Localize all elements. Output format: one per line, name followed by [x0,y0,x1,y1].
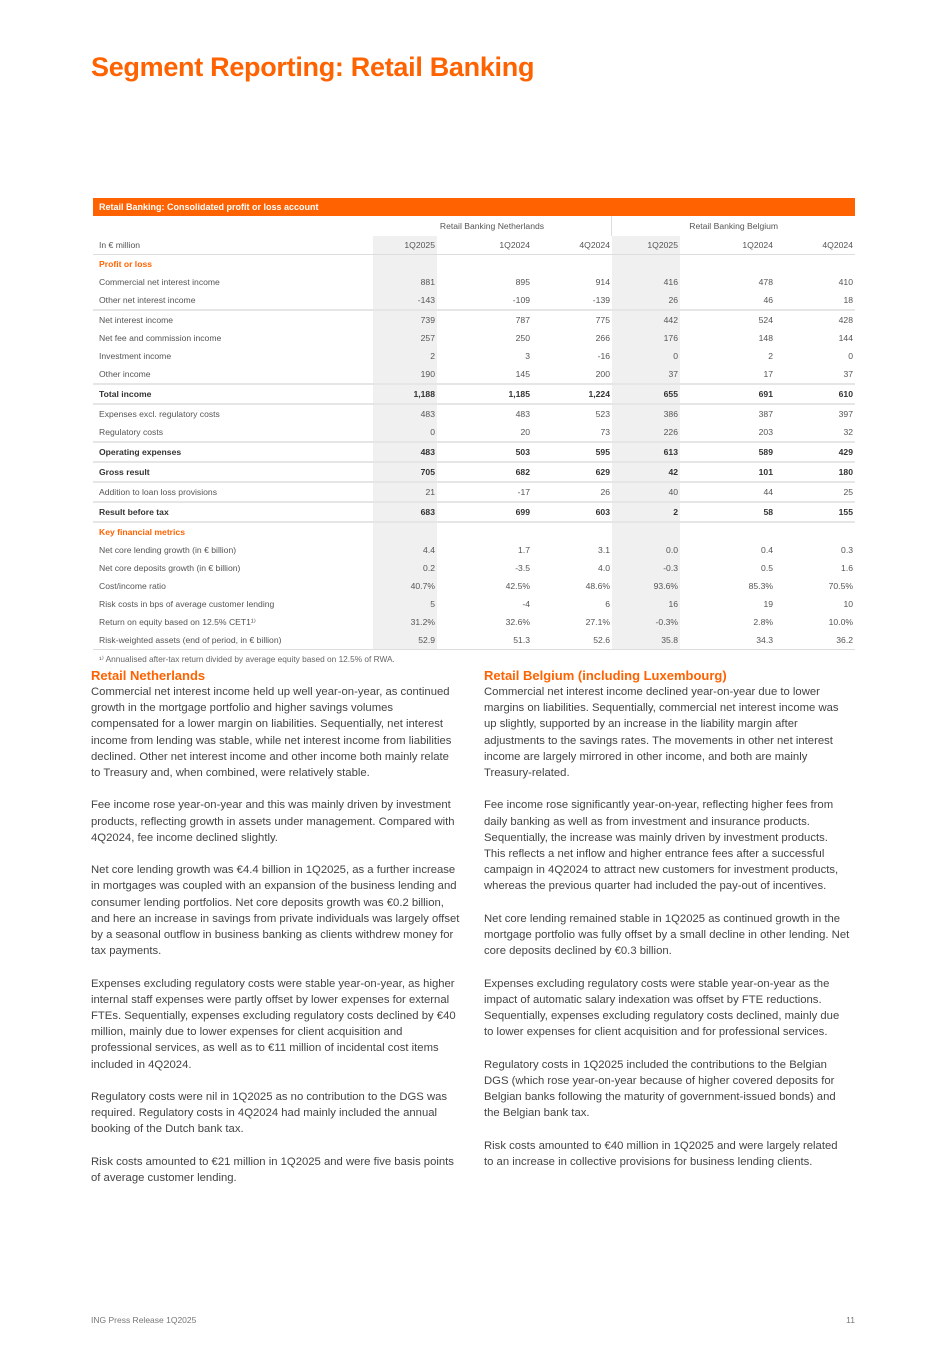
cell-value: 914 [595,277,610,287]
table-row [93,403,855,423]
column-header-row [93,236,855,255]
cell-value: 46 [763,295,773,305]
cell-value: 1,188 [373,385,437,403]
section-row [93,255,855,273]
cell-value: -109 [512,295,530,305]
table-row [93,481,855,501]
row-label: Cost/income ratio [99,581,166,591]
table-row [93,423,855,441]
paragraph: Risk costs amounted to €40 million in 1Q2025 and were largely related to an increase in collective provisions for business lending clients. [484,1139,838,1168]
row-label: Regulatory costs [99,427,164,437]
paragraph: Commercial net interest income declined year-on-year due to lower margins on liabilities. Sequentially, commercial net interest income was up slightly, supported by an increase in the liability margin after adjustments to the savings rates. The movements in other net interest income are largely mirrored in other income, and both are mainly Treasury-related. [484,686,839,780]
cell-value: 203 [758,427,773,437]
paragraph: Expenses excluding regulatory costs were stable year-on-year, as higher internal staff expenses were partly offset by lower expenses for external FTEs. Sequentially, expenses excluding regulatory costs declined by €40 million, mainly due to lower expenses for client acquisition and professional services, as well as to €11 million of incidental cost items included in 4Q2024. [91,977,456,1071]
cell-value: 442 [612,311,680,329]
cell-value: 739 [373,311,437,329]
cell-value: 70.5% [828,581,853,591]
paragraph: Regulatory costs in 1Q2025 included the contributions to the Belgian DGS (which rose year-on-year because of higher covered deposits for Belgian banks following the maturity of government-issued bonds) and the Belgian bank tax. [484,1058,836,1120]
cell-value: 655 [612,385,680,403]
cell-value: 524 [758,315,773,325]
cell-value: 42.5% [505,581,530,591]
cell-value: 6 [605,599,610,609]
table-footnote: ¹⁾ Annualised after-tax return divided by average equity based on 12.5% of RWA. [99,654,395,664]
cell-value: -0.3 [612,559,680,577]
cell-value: 0.5 [761,563,773,573]
cell-value: 34.3 [756,635,773,645]
cell-value: 58 [763,507,773,517]
cell-value: 26 [600,487,610,497]
paragraph: Net core lending remained stable in 1Q2025 as continued growth in the mortgage portfolio was fully offset by a small decline in other lending. Net core deposits declined by €0.3 billion. [484,912,850,958]
cell-value: 0.0 [612,541,680,559]
cell-value: 26 [612,291,680,309]
cell-value: 682 [515,467,530,477]
cell-value: 27.1% [585,617,610,627]
cell-value: 5 [373,595,437,613]
table-row [93,383,855,403]
cell-value: 35.8 [612,631,680,649]
section-heading: Retail Netherlands [91,668,206,683]
cell-value: 25 [843,487,853,497]
cell-value: 523 [595,409,610,419]
empty-cell [532,255,612,273]
cell-value: 613 [612,443,680,461]
cell-value: 85.3% [748,581,773,591]
cell-value: 0 [848,351,853,361]
page-number: 11 [846,1315,855,1325]
row-label: Risk costs in bps of average customer lending [99,599,275,609]
cell-value: -139 [592,295,610,305]
cell-value: -143 [373,291,437,309]
cell-value: 10.0% [828,617,853,627]
group-header-row [93,216,855,236]
cell-value: 148 [758,333,773,343]
cell-value: 3.1 [598,545,610,555]
column-header: 1Q2025 [373,236,437,254]
table-row [93,631,855,650]
cell-value: -17 [517,487,530,497]
row-label: Risk-weighted assets (end of period, in € billion) [99,635,282,645]
empty-cell [532,523,612,541]
cell-value: 483 [515,409,530,419]
cell-value: 226 [612,423,680,441]
table-row [93,541,855,559]
cell-value: 478 [758,277,773,287]
empty-cell [437,523,532,541]
cell-value: 250 [515,333,530,343]
cell-value: 155 [838,507,853,517]
table-row [93,501,855,521]
cell-value: 2.8% [753,617,773,627]
row-label: Gross result [99,467,150,477]
cell-value: 20 [520,427,530,437]
row-label: Profit or loss [99,259,153,269]
cell-value: 32.6% [505,617,530,627]
cell-value: 257 [373,329,437,347]
cell-value: 17 [763,369,773,379]
table-row [93,461,855,481]
paragraph: Commercial net interest income held up well year-on-year, as continued growth in the mortgage portfolio and higher savings volumes compensated for a lower margin on liabilities. Sequentially, net interest income from lending was stable, while net interest income from liabilities declined. Other net interest income and other income both mainly relate to Treasury and, when combined, were relatively stable. [91,686,452,780]
table-row [93,559,855,577]
cell-value: -4 [522,599,530,609]
retail-belgium-section [484,668,850,1186]
table-row [93,291,855,309]
row-label: Result before tax [99,507,169,517]
row-label: Return on equity based on 12.5% CET1¹⁾ [99,617,256,627]
cell-value: 101 [758,467,773,477]
cell-value: 73 [600,427,610,437]
row-label: Net fee and commission income [99,333,222,343]
cell-value: 787 [515,315,530,325]
row-label: Other income [99,369,151,379]
cell-value: 37 [612,365,680,383]
table-row [93,329,855,347]
cell-value: 18 [843,295,853,305]
cell-value: 895 [515,277,530,287]
row-label: Net core lending growth (in € billion) [99,545,237,555]
cell-value: 1.7 [518,545,530,555]
row-label: Net core deposits growth (in € billion) [99,563,241,573]
cell-value: 503 [515,447,530,457]
cell-value: 603 [595,507,610,517]
table-row [93,309,855,329]
cell-value: 705 [373,463,437,481]
cell-value: 428 [838,315,853,325]
cell-value: 19 [763,599,773,609]
column-header: 1Q2025 [612,236,680,254]
column-header: 4Q2024 [579,240,610,250]
empty-cell [775,255,855,273]
cell-value: 52.9 [373,631,437,649]
section-row [93,521,855,541]
row-label: Key financial metrics [99,527,185,537]
empty-cell [775,523,855,541]
footer-doc-title: ING Press Release 1Q2025 [91,1315,197,1325]
cell-value: 37 [843,369,853,379]
cell-value: 176 [612,329,680,347]
cell-value: 44 [763,487,773,497]
table-row [93,613,855,631]
empty-cell [437,255,532,273]
cell-value: 48.6% [585,581,610,591]
row-label: Addition to loan loss provisions [99,487,217,497]
cell-value: 40 [612,483,680,501]
page-title: Segment Reporting: Retail Banking [91,52,535,82]
paragraph: Expenses excluding regulatory costs were stable year-on-year as the impact of automatic salary indexation was offset by FTE reductions. Sequentially, expenses excluding regulatory costs declined, mainly due to lower expenses for client acquisition and for professional services. [484,977,840,1039]
section-heading: Retail Belgium (including Luxembourg) [484,668,727,683]
table-row [93,365,855,383]
cell-value: 429 [838,447,853,457]
row-label: Total income [99,389,152,399]
cell-value: 775 [595,315,610,325]
unit-label: In € million [99,240,141,250]
cell-value: 190 [373,365,437,383]
cell-value: -0.3% [612,613,680,631]
cell-value: 52.6 [593,635,610,645]
table-row [93,273,855,291]
row-label: Expenses excl. regulatory costs [99,409,220,419]
table-caption: Retail Banking: Consolidated profit or loss account [93,198,855,216]
paragraph: Fee income rose year-on-year and this was mainly driven by investment products, reflecting growth in assets under management. Compared with 4Q2024, fee income declined slightly. [91,799,455,844]
cell-value: 386 [612,405,680,423]
cell-value: 145 [515,369,530,379]
column-header: 4Q2024 [822,240,853,250]
cell-value: 2 [612,503,680,521]
cell-value: 42 [612,463,680,481]
paragraph: Fee income rose significantly year-on-year, reflecting higher fees from daily banking as well as from investment and insurance products. Sequentially, the increase was mainly driven by investment products. This reflects a net inflow and higher entrance fees after a successful campaign in 4Q2024 to attract new customers for investment products, whereas the previous quarter had included the pay-out of incentives. [484,799,839,893]
cell-value: 36.2 [836,635,853,645]
row-label: Investment income [99,351,172,361]
column-header: 1Q2024 [742,240,773,250]
cell-value: 397 [838,409,853,419]
row-label: Other net interest income [99,295,196,305]
table-row [93,347,855,365]
retail-netherlands-section [91,668,461,1202]
cell-value: -3.5 [515,563,530,573]
cell-value: 699 [515,507,530,517]
cell-value: 410 [838,277,853,287]
empty-cell [612,523,680,541]
column-header: 1Q2024 [499,240,530,250]
empty-cell [373,255,437,273]
cell-value: 610 [838,389,853,399]
cell-value: 4.4 [373,541,437,559]
cell-value: 31.2% [373,613,437,631]
cell-value: 2 [768,351,773,361]
table-row [93,441,855,461]
cell-value: 40.7% [373,577,437,595]
empty-cell [612,255,680,273]
cell-value: 629 [595,467,610,477]
cell-value: 1,224 [588,389,610,399]
cell-value: 483 [373,405,437,423]
cell-value: 683 [373,503,437,521]
cell-value: 589 [758,447,773,457]
cell-value: 3 [525,351,530,361]
cell-value: 16 [612,595,680,613]
cell-value: 180 [838,467,853,477]
cell-value: 1.6 [841,563,853,573]
cell-value: 1,185 [508,389,530,399]
cell-value: 881 [373,273,437,291]
cell-value: 0.2 [373,559,437,577]
cell-value: 0.4 [761,545,773,555]
empty-cell [680,255,775,273]
cell-value: 595 [595,447,610,457]
cell-value: 2 [373,347,437,365]
row-label: Operating expenses [99,447,182,457]
cell-value: 691 [758,389,773,399]
cell-value: 266 [595,333,610,343]
table-row [93,577,855,595]
paragraph: Regulatory costs were nil in 1Q2025 as no contribution to the DGS was required. Regulatory costs in 4Q2024 had mainly included the annual booking of the Dutch bank tax. [91,1091,448,1136]
table-row [93,595,855,613]
cell-value: 387 [758,409,773,419]
cell-value: 32 [843,427,853,437]
cell-value: 483 [373,443,437,461]
cell-value: 21 [373,483,437,501]
group-belgium: Retail Banking Belgium [689,221,779,231]
cell-value: 4.0 [598,563,610,573]
group-netherlands: Retail Banking Netherlands [373,216,613,236]
cell-value: 144 [838,333,853,343]
row-label: Net interest income [99,315,174,325]
cell-value: 0 [373,423,437,441]
profit-loss-table [93,198,855,664]
row-label: Commercial net interest income [99,277,220,287]
cell-value: 93.6% [612,577,680,595]
paragraph: Net core lending growth was €4.4 billion in 1Q2025, as a further increase in mortgages was coupled with an expansion of the business lending and consumer lending portfolios. Net core deposits growth was €0.2 billion, and here an increase in savings from private individuals was largely offset by a seasonal outflow in business banking as clients withdrew money for tax payments. [91,864,460,958]
empty-cell [373,523,437,541]
cell-value: 0 [612,347,680,365]
paragraph: Risk costs amounted to €21 million in 1Q2025 and were five basis points of average customer lending. [91,1155,454,1185]
cell-value: 416 [612,273,680,291]
cell-value: 200 [595,369,610,379]
cell-value: 10 [843,599,853,609]
cell-value: 0.3 [841,545,853,555]
cell-value: -16 [597,351,610,361]
empty-cell [680,523,775,541]
cell-value: 51.3 [513,635,530,645]
